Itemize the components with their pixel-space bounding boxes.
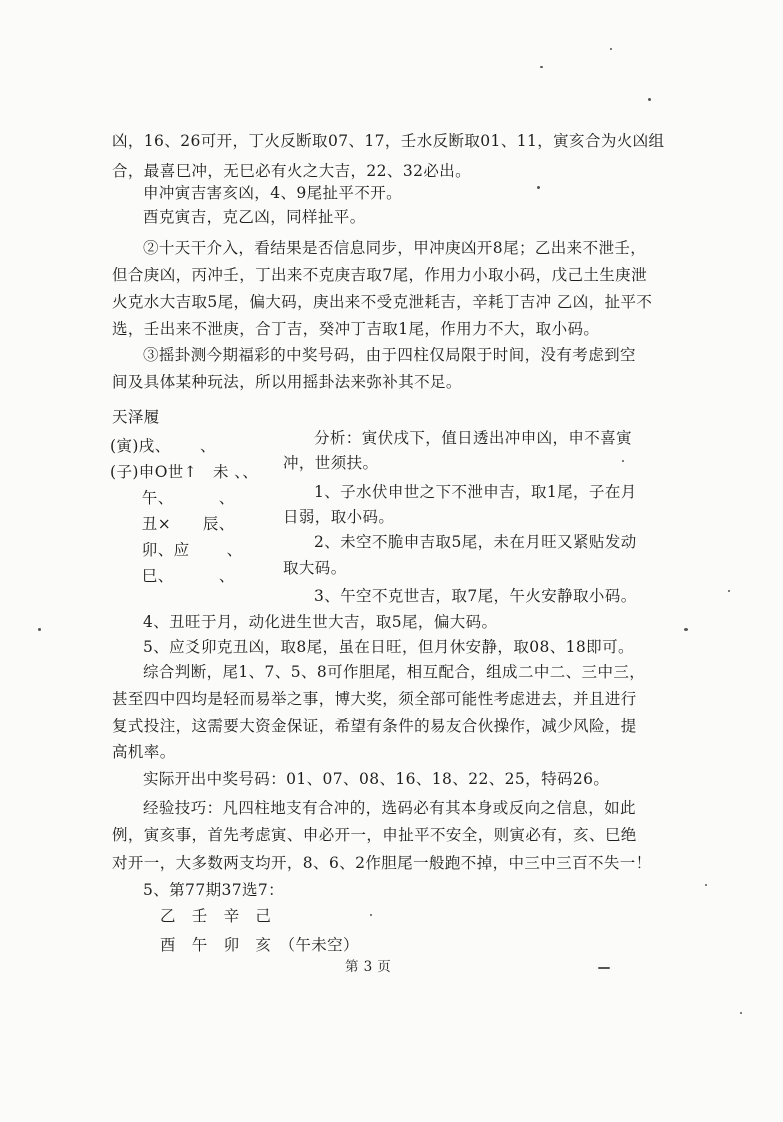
text-line: 复式投注，这需要大资金保证，希望有条件的易友合伙操作，减少风险，提: [112, 717, 637, 735]
page-number: 第 3 页: [345, 959, 392, 975]
text-line: 凶，16、26可开，丁火反断取07、17，壬水反断取01、11，寅亥合为火凶组: [112, 132, 665, 150]
scan-speck: [705, 884, 707, 886]
text-line: 酉 午 卯 亥 （午未空）: [160, 936, 359, 954]
text-line: 例，寅亥事，首先考虑寅、申必开一，申扯平不安全，则寅必有，亥、巳绝: [112, 826, 637, 844]
scan-speck: [537, 186, 540, 189]
analysis-line: 3、午空不克世吉，取7尾，午火安静取小码。: [314, 587, 637, 605]
text-line: 酉克寅吉，克乙凶，同样扯平。: [143, 208, 366, 226]
hexagram-line: 卯、应 、: [110, 541, 243, 559]
analysis-line: 1、子水伏申世之下不泄申吉，取1尾，子在月: [314, 483, 637, 501]
scan-speck: [38, 628, 41, 631]
analysis-line: 分析：寅伏戌下，值日透出冲申凶，申不喜寅: [314, 429, 633, 447]
text-line: 选，壬出来不泄庚，合丁吉，癸冲丁吉取1尾，作用力不大，取小码。: [112, 320, 600, 338]
text-line: 对开一，大多数两支均开，8、6、2作胆尾一般跑不掉，中三中三百不失一！: [112, 854, 652, 872]
scan-speck: [370, 914, 372, 916]
text-line: 5、第77期37选7：: [143, 881, 285, 899]
analysis-line: 日弱，取小码。: [283, 508, 395, 526]
text-line: ③摇卦测今期福彩的中奖号码，由于四柱仅局限于时间，没有考虑到空: [143, 346, 636, 364]
text-line: 高机率。: [112, 743, 176, 761]
scan-speck: [610, 48, 612, 50]
scan-speck: [622, 460, 624, 462]
scan-speck: [648, 98, 651, 101]
text-line: 综合判断，尾1、7、5、8可作胆尾，相互配合，组成二中二、三中三，: [143, 663, 646, 681]
scan-speck: [740, 1012, 742, 1014]
analysis-line: 2、未空不脆申吉取5尾，未在月旺又紧贴发动: [314, 533, 637, 551]
scan-speck: [598, 967, 610, 969]
hexagram-line: 午、 、: [110, 489, 235, 507]
text-line: 乙 壬 辛 己: [160, 907, 272, 925]
text-line: 经验技巧：凡四柱地支有合冲的，选码必有其本身或反向之信息，如此: [143, 799, 636, 817]
analysis-line: 冲，世须扶。: [283, 454, 379, 472]
hexagram-title: 天泽履: [112, 408, 160, 426]
analysis-line: 取大码。: [283, 559, 347, 577]
hexagram-line: 巳、 、: [110, 567, 235, 585]
hexagram-line: 丑× 辰、: [110, 515, 235, 533]
text-line: 申冲寅吉害亥凶，4、9尾扯平不开。: [143, 184, 403, 202]
text-line: 4、丑旺于月，动化进生世大吉，取5尾，偏大码。: [143, 613, 498, 631]
hexagram-line: (寅)戌、 、: [110, 437, 216, 455]
text-line: 5、应爻卯克丑凶，取8尾，虽在日旺，但月休安静，取08、18即可。: [143, 638, 634, 656]
text-line: 合，最喜巳冲，无巳必有火之大吉，22、32必出。: [112, 162, 472, 180]
text-line: 实际开出中奖号码：01、07、08、16、18、22、25，特码26。: [143, 770, 610, 788]
text-line: 火克水大吉取5尾，偏大码，庚出来不受克泄耗吉，辛耗丁吉冲 乙凶，扯平不: [112, 293, 653, 311]
text-line: 但合庚凶，丙冲壬，丁出来不克庚吉取7尾，作用力小取小码，戊己土生庚泄: [112, 266, 647, 284]
scan-speck: [684, 628, 688, 631]
scan-speck: [728, 590, 730, 592]
text-line: 甚至四中四均是轻而易举之事，博大奖，须全部可能性考虑进去，并且进行: [112, 690, 637, 708]
text-line: ②十天干介入，看结果是否信息同步，甲冲庚凶开8尾；乙出来不泄壬，: [143, 239, 647, 257]
hexagram-line: (子)申O世↑ 未 、、: [110, 463, 259, 481]
text-line: 间及具体某种玩法，所以用摇卦法来弥补其不足。: [112, 373, 462, 391]
scan-speck: [540, 66, 543, 68]
